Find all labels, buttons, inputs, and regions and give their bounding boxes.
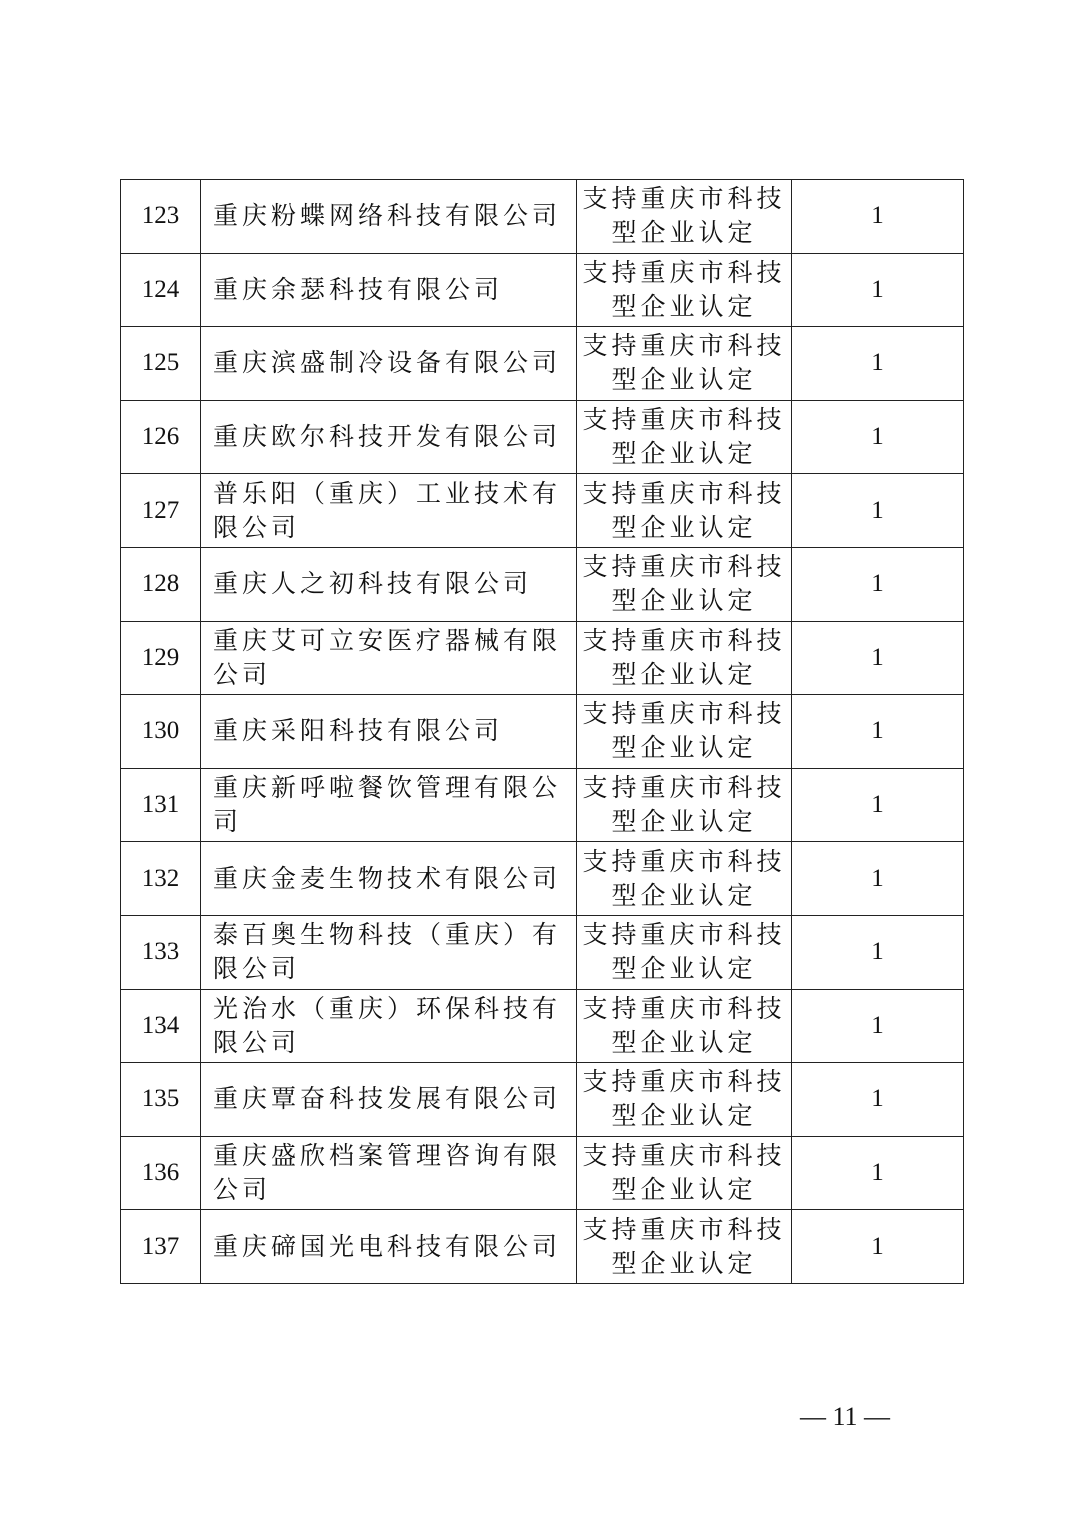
table-row <box>121 768 964 842</box>
support-item: 支持重庆市科技型企业认定 <box>577 768 792 842</box>
row-number: 132 <box>121 842 201 916</box>
support-item: 支持重庆市科技型企业认定 <box>577 695 792 769</box>
count-value: 1 <box>792 915 964 989</box>
company-name: 重庆欧尔科技开发有限公司 <box>201 400 577 474</box>
count-value: 1 <box>792 989 964 1063</box>
row-number: 127 <box>121 474 201 548</box>
support-item: 支持重庆市科技型企业认定 <box>577 1136 792 1210</box>
support-item: 支持重庆市科技型企业认定 <box>577 989 792 1063</box>
count-value: 1 <box>792 842 964 916</box>
row-number: 123 <box>121 180 201 254</box>
support-item: 支持重庆市科技型企业认定 <box>577 327 792 401</box>
row-number: 124 <box>121 253 201 327</box>
count-value: 1 <box>792 547 964 621</box>
table-row <box>121 621 964 695</box>
row-number: 135 <box>121 1063 201 1137</box>
table-row <box>121 1210 964 1284</box>
table-row <box>121 842 964 916</box>
table-row <box>121 695 964 769</box>
table-row <box>121 327 964 401</box>
company-name: 重庆金麦生物技术有限公司 <box>201 842 577 916</box>
company-name: 泰百奥生物科技（重庆）有限公司 <box>201 915 577 989</box>
table-row <box>121 400 964 474</box>
company-name: 重庆余瑟科技有限公司 <box>201 253 577 327</box>
support-item: 支持重庆市科技型企业认定 <box>577 180 792 254</box>
company-name: 重庆采阳科技有限公司 <box>201 695 577 769</box>
table-row <box>121 915 964 989</box>
table-row <box>121 547 964 621</box>
support-item: 支持重庆市科技型企业认定 <box>577 253 792 327</box>
row-number: 136 <box>121 1136 201 1210</box>
company-name: 普乐阳（重庆）工业技术有限公司 <box>201 474 577 548</box>
company-name: 重庆滨盛制冷设备有限公司 <box>201 327 577 401</box>
support-item: 支持重庆市科技型企业认定 <box>577 400 792 474</box>
count-value: 1 <box>792 400 964 474</box>
count-value: 1 <box>792 474 964 548</box>
company-name: 重庆覃奋科技发展有限公司 <box>201 1063 577 1137</box>
count-value: 1 <box>792 768 964 842</box>
table-row <box>121 253 964 327</box>
row-number: 130 <box>121 695 201 769</box>
support-item: 支持重庆市科技型企业认定 <box>577 474 792 548</box>
count-value: 1 <box>792 327 964 401</box>
company-name: 重庆粉蝶网络科技有限公司 <box>201 180 577 254</box>
support-item: 支持重庆市科技型企业认定 <box>577 547 792 621</box>
count-value: 1 <box>792 695 964 769</box>
count-value: 1 <box>792 621 964 695</box>
count-value: 1 <box>792 180 964 254</box>
row-number: 137 <box>121 1210 201 1284</box>
row-number: 128 <box>121 547 201 621</box>
company-name: 重庆盛欣档案管理咨询有限公司 <box>201 1136 577 1210</box>
row-number: 125 <box>121 327 201 401</box>
company-name: 重庆艾可立安医疗器械有限公司 <box>201 621 577 695</box>
table-row <box>121 474 964 548</box>
row-number: 133 <box>121 915 201 989</box>
page-number: — 11 — <box>799 1402 891 1431</box>
table-row <box>121 989 964 1063</box>
company-name: 重庆新呼啦餐饮管理有限公司 <box>201 768 577 842</box>
support-item: 支持重庆市科技型企业认定 <box>577 1210 792 1284</box>
table-row <box>121 1136 964 1210</box>
count-value: 1 <box>792 1063 964 1137</box>
table-row <box>121 180 964 254</box>
support-item: 支持重庆市科技型企业认定 <box>577 621 792 695</box>
support-item: 支持重庆市科技型企业认定 <box>577 915 792 989</box>
company-name: 重庆碲国光电科技有限公司 <box>201 1210 577 1284</box>
company-name: 重庆人之初科技有限公司 <box>201 547 577 621</box>
row-number: 126 <box>121 400 201 474</box>
table-row <box>121 1063 964 1137</box>
row-number: 129 <box>121 621 201 695</box>
support-item: 支持重庆市科技型企业认定 <box>577 842 792 916</box>
support-item: 支持重庆市科技型企业认定 <box>577 1063 792 1137</box>
count-value: 1 <box>792 253 964 327</box>
row-number: 134 <box>121 989 201 1063</box>
company-name: 光治水（重庆）环保科技有限公司 <box>201 989 577 1063</box>
row-number: 131 <box>121 768 201 842</box>
enterprise-table <box>120 179 964 1284</box>
count-value: 1 <box>792 1210 964 1284</box>
count-value: 1 <box>792 1136 964 1210</box>
enterprise-table-body <box>121 180 964 1284</box>
